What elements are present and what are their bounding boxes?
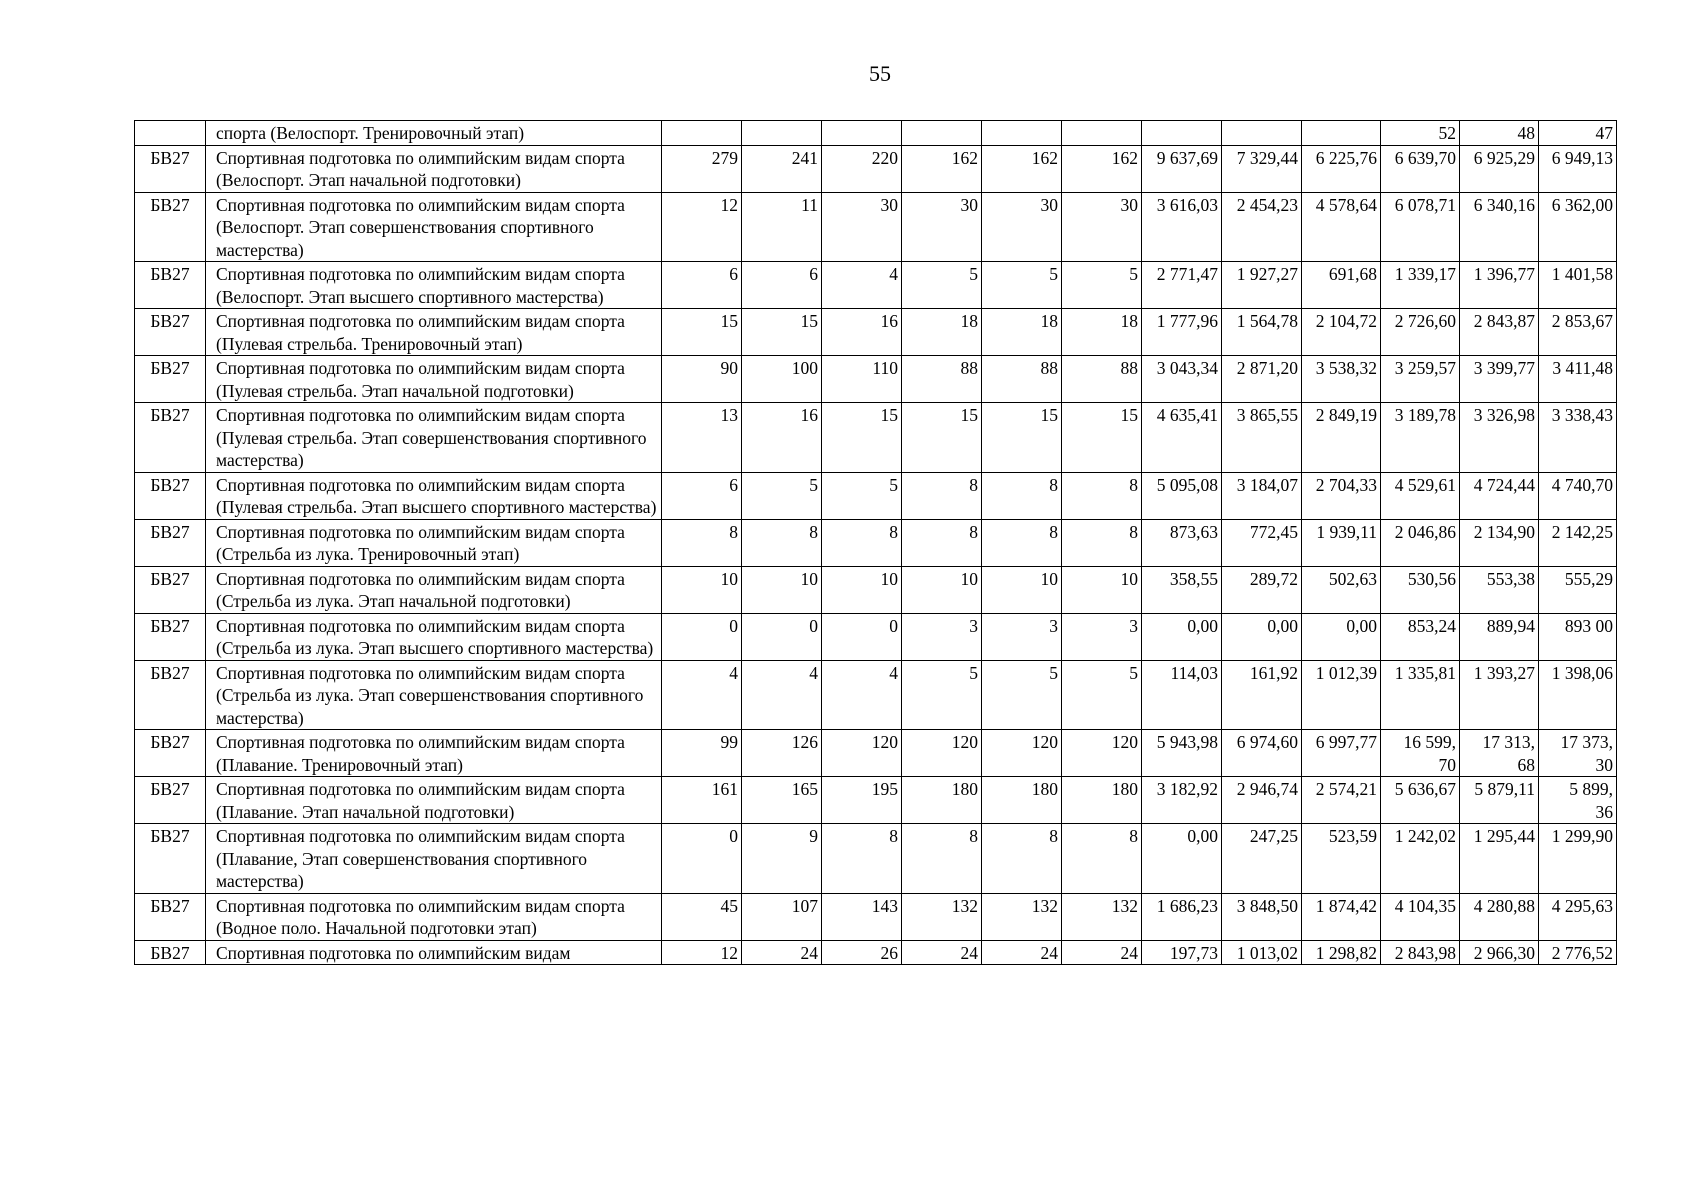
table-row xyxy=(135,356,1617,403)
row-value-11: 889,94 xyxy=(1460,613,1539,660)
row-value-5: 162 xyxy=(982,145,1062,192)
row-value-2: 241 xyxy=(742,145,822,192)
row-value-6: 3 xyxy=(1062,613,1142,660)
row-value-11: 4 724,44 xyxy=(1460,472,1539,519)
row-value-10: 6 639,70 xyxy=(1381,145,1460,192)
row-code: БВ27 xyxy=(135,824,206,894)
row-description: Спортивная подготовка по олимпийским видам спорта (Велоспорт. Этап совершенствования спортивного мастерства) xyxy=(206,192,662,262)
row-value-6: 8 xyxy=(1062,472,1142,519)
row-value-11: 2 134,90 xyxy=(1460,519,1539,566)
table-row xyxy=(135,262,1617,309)
row-value-4: 88 xyxy=(902,356,982,403)
row-description: Спортивная подготовка по олимпийским видам спорта (Пулевая стрельба. Тренировочный этап) xyxy=(206,309,662,356)
row-value-1: 13 xyxy=(662,403,742,473)
row-value-4: 15 xyxy=(902,403,982,473)
row-value-7: 197,73 xyxy=(1142,940,1222,965)
row-value-7: 3 182,92 xyxy=(1142,777,1222,824)
row-value-9: 1 939,11 xyxy=(1302,519,1381,566)
row-value-2: 10 xyxy=(742,566,822,613)
row-value-7: 3 616,03 xyxy=(1142,192,1222,262)
row-value-8: 2 454,23 xyxy=(1222,192,1302,262)
row-description: Спортивная подготовка по олимпийским видам спорта (Плавание. Тренировочный этап) xyxy=(206,730,662,777)
row-value-8: 247,25 xyxy=(1222,824,1302,894)
row-value-6: 5 xyxy=(1062,262,1142,309)
row-value-4: 8 xyxy=(902,824,982,894)
row-code: БВ27 xyxy=(135,192,206,262)
row-description: Спортивная подготовка по олимпийским видам спорта (Стрельба из лука. Этап высшего спортивного мастерства) xyxy=(206,613,662,660)
row-code: БВ27 xyxy=(135,356,206,403)
row-value-9: 1 012,39 xyxy=(1302,660,1381,730)
row-value-4: 24 xyxy=(902,940,982,965)
row-value-6: 24 xyxy=(1062,940,1142,965)
row-value-4: 10 xyxy=(902,566,982,613)
row-value-1: 45 xyxy=(662,893,742,940)
row-value-7: 5 095,08 xyxy=(1142,472,1222,519)
row-value-2: 9 xyxy=(742,824,822,894)
row-value-2: 5 xyxy=(742,472,822,519)
row-value-10: 1 242,02 xyxy=(1381,824,1460,894)
page-number: 55 xyxy=(869,61,891,86)
row-description: Спортивная подготовка по олимпийским видам спорта (Стрельба из лука. Этап начальной подготовки) xyxy=(206,566,662,613)
row-value-5: 88 xyxy=(982,356,1062,403)
row-value-4: 120 xyxy=(902,730,982,777)
table-row xyxy=(135,940,1617,965)
row-value-5: 180 xyxy=(982,777,1062,824)
row-value-8: 772,45 xyxy=(1222,519,1302,566)
row-value-7: 5 943,98 xyxy=(1142,730,1222,777)
row-value-4: 132 xyxy=(902,893,982,940)
row-value-5: 8 xyxy=(982,472,1062,519)
row-code: БВ27 xyxy=(135,472,206,519)
row-value-5: 120 xyxy=(982,730,1062,777)
row-value-2: 16 xyxy=(742,403,822,473)
row-description: спорта (Велоспорт. Тренировочный этап) xyxy=(206,121,662,146)
row-value-7: 114,03 xyxy=(1142,660,1222,730)
row-value-5: 5 xyxy=(982,660,1062,730)
row-value-11: 2 966,30 xyxy=(1460,940,1539,965)
row-value-10: 530,56 xyxy=(1381,566,1460,613)
table-row xyxy=(135,121,1617,146)
row-value-12: 47 xyxy=(1539,121,1617,146)
row-value-1: 6 xyxy=(662,262,742,309)
row-value-1: 0 xyxy=(662,613,742,660)
row-value-12: 555,29 xyxy=(1539,566,1617,613)
row-code: БВ27 xyxy=(135,566,206,613)
row-value-9: 2 574,21 xyxy=(1302,777,1381,824)
row-description: Спортивная подготовка по олимпийским видам спорта (Плавание. Этап начальной подготовки) xyxy=(206,777,662,824)
row-description: Спортивная подготовка по олимпийским видам спорта (Пулевая стрельба. Этап совершенствования спортивного мастерства) xyxy=(206,403,662,473)
row-value-9: 2 849,19 xyxy=(1302,403,1381,473)
row-value-6: 8 xyxy=(1062,824,1142,894)
row-value-7: 873,63 xyxy=(1142,519,1222,566)
row-value-8: 3 865,55 xyxy=(1222,403,1302,473)
row-value-8: 3 184,07 xyxy=(1222,472,1302,519)
row-value-8: 6 974,60 xyxy=(1222,730,1302,777)
row-code: БВ27 xyxy=(135,519,206,566)
row-value-6: 30 xyxy=(1062,192,1142,262)
row-code xyxy=(135,121,206,146)
row-value-7: 4 635,41 xyxy=(1142,403,1222,473)
row-value-5: 10 xyxy=(982,566,1062,613)
row-value-8: 289,72 xyxy=(1222,566,1302,613)
row-value-10: 5 636,67 xyxy=(1381,777,1460,824)
row-value-9: 1 874,42 xyxy=(1302,893,1381,940)
row-code: БВ27 xyxy=(135,940,206,965)
row-value-11: 1 393,27 xyxy=(1460,660,1539,730)
row-value-2: 15 xyxy=(742,309,822,356)
row-value-2: 11 xyxy=(742,192,822,262)
row-value-1: 8 xyxy=(662,519,742,566)
row-value-4 xyxy=(902,121,982,146)
row-value-12: 5 899, 36 xyxy=(1539,777,1617,824)
row-value-1: 6 xyxy=(662,472,742,519)
row-value-6: 15 xyxy=(1062,403,1142,473)
row-value-8: 1 564,78 xyxy=(1222,309,1302,356)
row-value-5: 3 xyxy=(982,613,1062,660)
row-value-12: 4 740,70 xyxy=(1539,472,1617,519)
row-value-3: 195 xyxy=(822,777,902,824)
row-value-3: 8 xyxy=(822,519,902,566)
row-value-3: 5 xyxy=(822,472,902,519)
row-description: Спортивная подготовка по олимпийским видам спорта (Велоспорт. Этап начальной подготовки) xyxy=(206,145,662,192)
row-value-11: 1 396,77 xyxy=(1460,262,1539,309)
row-value-7: 9 637,69 xyxy=(1142,145,1222,192)
row-value-3: 120 xyxy=(822,730,902,777)
row-value-3: 16 xyxy=(822,309,902,356)
table-row xyxy=(135,472,1617,519)
row-value-10: 6 078,71 xyxy=(1381,192,1460,262)
row-value-8 xyxy=(1222,121,1302,146)
row-code: БВ27 xyxy=(135,613,206,660)
row-value-6: 8 xyxy=(1062,519,1142,566)
row-value-10: 2 843,98 xyxy=(1381,940,1460,965)
row-value-1: 99 xyxy=(662,730,742,777)
row-value-8: 7 329,44 xyxy=(1222,145,1302,192)
row-value-11: 17 313, 68 xyxy=(1460,730,1539,777)
table-body xyxy=(135,121,1617,965)
row-value-6: 18 xyxy=(1062,309,1142,356)
row-value-10: 853,24 xyxy=(1381,613,1460,660)
row-value-11: 3 326,98 xyxy=(1460,403,1539,473)
row-value-7: 0,00 xyxy=(1142,824,1222,894)
row-value-8: 1 927,27 xyxy=(1222,262,1302,309)
row-value-10: 52 xyxy=(1381,121,1460,146)
row-value-4: 8 xyxy=(902,472,982,519)
row-value-12: 6 949,13 xyxy=(1539,145,1617,192)
row-value-3: 110 xyxy=(822,356,902,403)
row-value-6 xyxy=(1062,121,1142,146)
row-value-11: 6 340,16 xyxy=(1460,192,1539,262)
row-value-4: 8 xyxy=(902,519,982,566)
table-row xyxy=(135,309,1617,356)
table-row xyxy=(135,145,1617,192)
row-description: Спортивная подготовка по олимпийским видам спорта (Плавание, Этап совершенствования спортивного мастерства) xyxy=(206,824,662,894)
row-value-2: 126 xyxy=(742,730,822,777)
row-value-7: 358,55 xyxy=(1142,566,1222,613)
table-row xyxy=(135,893,1617,940)
row-value-5: 132 xyxy=(982,893,1062,940)
row-code: БВ27 xyxy=(135,730,206,777)
row-value-10: 3 259,57 xyxy=(1381,356,1460,403)
row-value-9: 691,68 xyxy=(1302,262,1381,309)
row-value-4: 180 xyxy=(902,777,982,824)
row-value-12: 4 295,63 xyxy=(1539,893,1617,940)
row-value-9: 6 997,77 xyxy=(1302,730,1381,777)
row-code: БВ27 xyxy=(135,145,206,192)
row-code: БВ27 xyxy=(135,262,206,309)
row-value-12: 893 00 xyxy=(1539,613,1617,660)
row-value-11: 553,38 xyxy=(1460,566,1539,613)
row-value-12: 17 373, 30 xyxy=(1539,730,1617,777)
row-value-10: 1 339,17 xyxy=(1381,262,1460,309)
row-value-2: 0 xyxy=(742,613,822,660)
row-value-5: 24 xyxy=(982,940,1062,965)
row-value-3 xyxy=(822,121,902,146)
row-value-7: 0,00 xyxy=(1142,613,1222,660)
row-value-5 xyxy=(982,121,1062,146)
table-row xyxy=(135,192,1617,262)
row-description: Спортивная подготовка по олимпийским видам спорта (Пулевая стрельба. Этап начальной подготовки) xyxy=(206,356,662,403)
table-row xyxy=(135,566,1617,613)
row-code: БВ27 xyxy=(135,777,206,824)
row-value-2: 100 xyxy=(742,356,822,403)
row-value-10: 4 529,61 xyxy=(1381,472,1460,519)
row-value-4: 162 xyxy=(902,145,982,192)
row-value-12: 1 299,90 xyxy=(1539,824,1617,894)
row-value-1: 10 xyxy=(662,566,742,613)
row-value-4: 3 xyxy=(902,613,982,660)
row-value-12: 1 398,06 xyxy=(1539,660,1617,730)
row-value-9: 6 225,76 xyxy=(1302,145,1381,192)
row-value-11: 1 295,44 xyxy=(1460,824,1539,894)
row-value-1: 12 xyxy=(662,940,742,965)
row-value-7: 2 771,47 xyxy=(1142,262,1222,309)
row-value-6: 180 xyxy=(1062,777,1142,824)
row-value-12: 3 338,43 xyxy=(1539,403,1617,473)
row-value-11: 5 879,11 xyxy=(1460,777,1539,824)
row-value-7: 3 043,34 xyxy=(1142,356,1222,403)
row-value-11: 3 399,77 xyxy=(1460,356,1539,403)
row-value-3: 220 xyxy=(822,145,902,192)
row-value-2: 8 xyxy=(742,519,822,566)
row-value-3: 8 xyxy=(822,824,902,894)
row-value-9: 3 538,32 xyxy=(1302,356,1381,403)
row-value-10: 1 335,81 xyxy=(1381,660,1460,730)
row-value-7 xyxy=(1142,121,1222,146)
row-value-9: 4 578,64 xyxy=(1302,192,1381,262)
row-value-10: 2 046,86 xyxy=(1381,519,1460,566)
row-value-5: 8 xyxy=(982,519,1062,566)
row-value-9: 502,63 xyxy=(1302,566,1381,613)
row-value-3: 10 xyxy=(822,566,902,613)
row-value-3: 0 xyxy=(822,613,902,660)
row-value-1 xyxy=(662,121,742,146)
row-value-2: 165 xyxy=(742,777,822,824)
row-value-10: 2 726,60 xyxy=(1381,309,1460,356)
row-value-12: 2 142,25 xyxy=(1539,519,1617,566)
row-value-8: 1 013,02 xyxy=(1222,940,1302,965)
row-value-6: 10 xyxy=(1062,566,1142,613)
table-row xyxy=(135,613,1617,660)
row-value-9: 2 704,33 xyxy=(1302,472,1381,519)
table-row xyxy=(135,519,1617,566)
row-value-3: 143 xyxy=(822,893,902,940)
row-value-10: 3 189,78 xyxy=(1381,403,1460,473)
row-value-8: 2 946,74 xyxy=(1222,777,1302,824)
row-value-1: 15 xyxy=(662,309,742,356)
row-value-12: 2 853,67 xyxy=(1539,309,1617,356)
row-value-6: 88 xyxy=(1062,356,1142,403)
row-description: Спортивная подготовка по олимпийским видам спорта (Велоспорт. Этап высшего спортивного мастерства) xyxy=(206,262,662,309)
row-value-12: 3 411,48 xyxy=(1539,356,1617,403)
row-value-6: 5 xyxy=(1062,660,1142,730)
row-value-4: 30 xyxy=(902,192,982,262)
row-code: БВ27 xyxy=(135,403,206,473)
row-value-12: 2 776,52 xyxy=(1539,940,1617,965)
row-value-1: 90 xyxy=(662,356,742,403)
row-code: БВ27 xyxy=(135,660,206,730)
row-value-5: 15 xyxy=(982,403,1062,473)
row-value-7: 1 686,23 xyxy=(1142,893,1222,940)
row-value-12: 1 401,58 xyxy=(1539,262,1617,309)
row-description: Спортивная подготовка по олимпийским видам xyxy=(206,940,662,965)
row-value-9: 2 104,72 xyxy=(1302,309,1381,356)
row-value-9: 523,59 xyxy=(1302,824,1381,894)
row-value-4: 5 xyxy=(902,262,982,309)
row-value-8: 2 871,20 xyxy=(1222,356,1302,403)
row-description: Спортивная подготовка по олимпийским видам спорта (Стрельба из лука. Этап совершенствования спортивного мастерства) xyxy=(206,660,662,730)
row-value-11: 2 843,87 xyxy=(1460,309,1539,356)
row-value-9: 1 298,82 xyxy=(1302,940,1381,965)
row-value-10: 16 599, 70 xyxy=(1381,730,1460,777)
row-value-1: 161 xyxy=(662,777,742,824)
row-value-3: 26 xyxy=(822,940,902,965)
row-value-11: 4 280,88 xyxy=(1460,893,1539,940)
row-value-3: 30 xyxy=(822,192,902,262)
row-value-3: 4 xyxy=(822,262,902,309)
row-value-11: 48 xyxy=(1460,121,1539,146)
data-table xyxy=(134,120,1617,965)
row-value-7: 1 777,96 xyxy=(1142,309,1222,356)
row-value-9: 0,00 xyxy=(1302,613,1381,660)
table-row xyxy=(135,660,1617,730)
row-value-1: 0 xyxy=(662,824,742,894)
row-value-5: 18 xyxy=(982,309,1062,356)
row-value-1: 4 xyxy=(662,660,742,730)
row-value-6: 132 xyxy=(1062,893,1142,940)
table-row xyxy=(135,824,1617,894)
row-value-2: 4 xyxy=(742,660,822,730)
row-value-6: 162 xyxy=(1062,145,1142,192)
row-description: Спортивная подготовка по олимпийским видам спорта (Пулевая стрельба. Этап высшего спортивного мастерства) xyxy=(206,472,662,519)
row-value-3: 15 xyxy=(822,403,902,473)
table-row xyxy=(135,777,1617,824)
row-value-1: 12 xyxy=(662,192,742,262)
row-value-8: 0,00 xyxy=(1222,613,1302,660)
row-value-11: 6 925,29 xyxy=(1460,145,1539,192)
row-value-4: 5 xyxy=(902,660,982,730)
row-value-1: 279 xyxy=(662,145,742,192)
row-value-2: 6 xyxy=(742,262,822,309)
row-value-9 xyxy=(1302,121,1381,146)
row-value-2: 24 xyxy=(742,940,822,965)
table-row xyxy=(135,730,1617,777)
row-description: Спортивная подготовка по олимпийским видам спорта (Водное поло. Начальной подготовки этап) xyxy=(206,893,662,940)
row-code: БВ27 xyxy=(135,309,206,356)
row-value-8: 3 848,50 xyxy=(1222,893,1302,940)
table-row xyxy=(135,403,1617,473)
row-value-5: 30 xyxy=(982,192,1062,262)
row-value-2 xyxy=(742,121,822,146)
row-value-3: 4 xyxy=(822,660,902,730)
row-value-10: 4 104,35 xyxy=(1381,893,1460,940)
row-value-6: 120 xyxy=(1062,730,1142,777)
row-description: Спортивная подготовка по олимпийским видам спорта (Стрельба из лука. Тренировочный этап) xyxy=(206,519,662,566)
row-value-8: 161,92 xyxy=(1222,660,1302,730)
row-code: БВ27 xyxy=(135,893,206,940)
row-value-5: 5 xyxy=(982,262,1062,309)
row-value-12: 6 362,00 xyxy=(1539,192,1617,262)
row-value-2: 107 xyxy=(742,893,822,940)
row-value-4: 18 xyxy=(902,309,982,356)
row-value-5: 8 xyxy=(982,824,1062,894)
